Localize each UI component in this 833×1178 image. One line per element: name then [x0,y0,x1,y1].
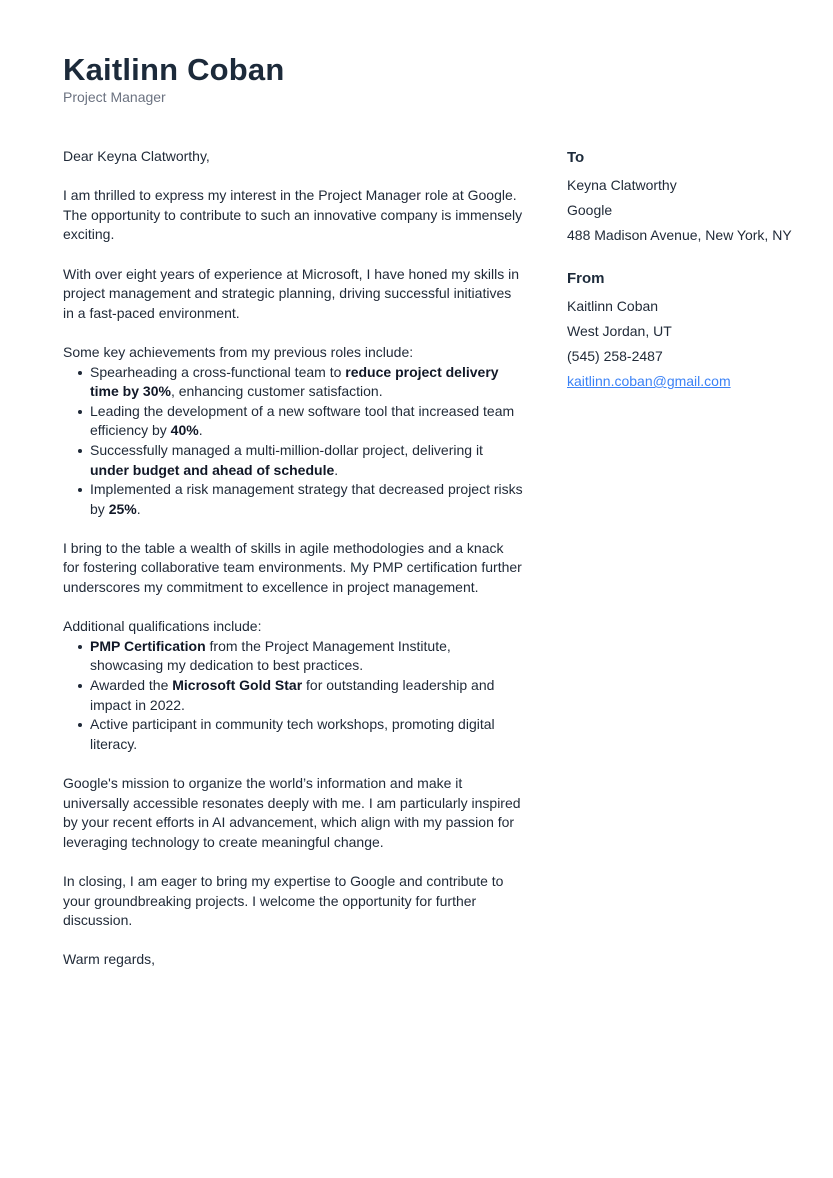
header [63,52,285,106]
sender-name: Kaitlinn Coban [567,298,659,314]
item-highlight: 40% [170,422,199,439]
paragraph-skills: I bring to the table a wealth of skills in agile methodologies and a knack for fostering collaborative team environments. My PMP certification further underscores my commitment to excellence in project management. [63,539,522,596]
item-text: Active participant in community tech workshops, promoting digital literacy. [90,716,495,752]
paragraph-intro: I am thrilled to express my interest in the Project Manager role at Google. The opportunity to contribute to such an innovative company is immensely exciting. [63,187,523,243]
item-text: from the Project Management Institute, showcasing my dedication to best practices. [90,637,451,674]
salutation: Dear Keyna Clatworthy, [63,148,210,164]
paragraph-mission: Google's mission to organize the world’s information and make it universally accessible resonates deeply with me. I am particularly inspired by your recent efforts in AI advancement, which align with my passion for leveraging technology to create meaningful change. [63,775,521,850]
contact-sidebar [567,147,817,414]
list-item [90,480,523,519]
item-highlight: reduce project delivery time by 30% [90,363,499,400]
item-text: , enhancing customer satisfaction. [170,383,383,400]
item-text: for outstanding leadership and impact in 2022. [90,677,495,713]
recipient-name: Keyna Clatworthy [567,177,677,193]
sender-phone: (545) 258-2487 [567,348,663,364]
recipient-address: 488 Madison Avenue, New York, NY [567,227,792,243]
achievements-intro: Some key achievements from my previous roles include: [63,343,414,360]
sender-email-row [567,369,817,394]
sender-block [567,268,817,394]
letter-body [63,147,523,990]
item-highlight: Microsoft Gold Star [172,677,303,694]
from-heading: From [567,270,605,287]
list-item [90,715,523,754]
list-item [90,676,523,715]
item-highlight: under budget and ahead of schedule [90,461,335,478]
achievements-list [63,363,523,520]
applicant-name: Kaitlinn Coban [63,52,285,87]
item-text: . [198,422,203,439]
recipient-block [567,147,817,248]
applicant-title: Project Manager [63,89,166,105]
paragraph-experience: With over eight years of experience at Microsoft, I have honed my skills in project management and strategic planning, driving successful initiatives in a fast-paced environment. [63,265,519,321]
sender-email-link[interactable]: kaitlinn.coban@gmail.com [567,373,731,389]
item-highlight: 25% [108,500,137,517]
list-item [90,637,523,676]
qualifications-list [63,637,523,755]
to-heading: To [567,149,585,166]
recipient-company: Google [567,202,613,218]
list-item [90,402,523,441]
item-text: . [136,500,141,517]
list-item [90,363,523,402]
qualifications-intro: Additional qualifications include: [63,618,262,635]
item-text: Implemented a risk management strategy that decreased project risks by [90,481,523,517]
item-text: Successfully managed a multi-million-dollar project, delivering it [90,441,483,458]
item-text: Awarded the [90,677,173,694]
item-text: Leading the development of a new software tool that increased team efficiency by [90,402,515,439]
item-text: . [334,461,339,478]
item-text: Spearheading a cross-functional team to [90,363,346,380]
sender-location: West Jordan, UT [567,323,672,339]
item-highlight: PMP Certification [90,637,206,654]
paragraph-closing: In closing, I am eager to bring my expertise to Google and contribute to your groundbreaking projects. I welcome the opportunity for further discussion. [63,872,504,929]
list-item [90,441,523,480]
sign-off: Warm regards, [63,951,156,968]
